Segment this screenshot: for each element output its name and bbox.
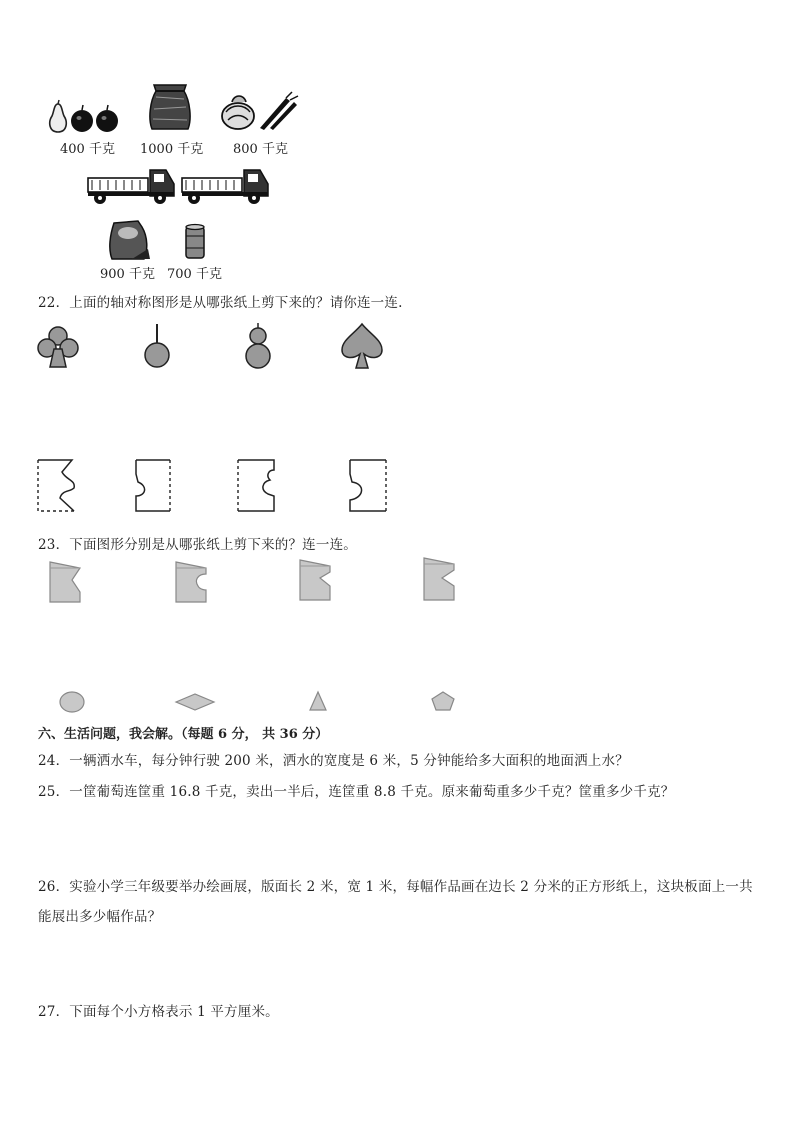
question-26-line-2: 能展出多少幅作品？ [38, 909, 162, 925]
folded-paper-1[interactable] [36, 458, 80, 514]
folded-paper-4[interactable] [344, 458, 388, 514]
gourd-half-shape[interactable] [141, 322, 173, 370]
truck-icon [86, 166, 176, 206]
section-6-title: 六、生活问题，我会解。（每题 6 分， 共 36 分） [38, 727, 329, 742]
vegetable-weight: 800 千克 [233, 142, 288, 157]
fertilizer-bag-icon [108, 219, 150, 261]
folded-paper-2[interactable] [132, 458, 176, 514]
question-26-line-1: 26．实验小学三年级要举办绘画展，版面长 2 米，宽 1 米，每幅作品画在边长 2 分米的正方形纸上，这块板面上一共 [38, 879, 753, 895]
vegetables-icon [220, 92, 302, 132]
diamond-shape[interactable] [174, 692, 216, 712]
cut-paper-4[interactable] [422, 556, 458, 602]
fertilizer-weight: 900 千克 [100, 267, 155, 282]
pentagon-shape[interactable] [430, 690, 456, 712]
grain-sack-icon [148, 83, 192, 131]
folded-paper-3[interactable] [236, 458, 280, 514]
fruit-icon [46, 100, 121, 136]
question-27: 27．下面每个小方格表示 1 平方厘米。 [38, 1004, 279, 1020]
grain-weight: 1000 千克 [140, 142, 204, 157]
cut-paper-3[interactable] [298, 558, 334, 602]
truck-icon [180, 166, 270, 206]
question-25: 25．一筐葡萄连筐重 16.8 千克，卖出一半后，连筐重 8.8 千克。原来葡萄重多少千克？筐重多少千克？ [38, 784, 675, 800]
oil-barrel-icon [184, 224, 206, 260]
gourd-shape[interactable] [242, 322, 274, 370]
triangle-shape[interactable] [308, 690, 328, 712]
question-22: 22．上面的轴对称图形是从哪张纸上剪下来的？请你连一连. [38, 295, 403, 311]
fruit-weight: 400 千克 [60, 142, 115, 157]
club-shape[interactable] [36, 325, 80, 369]
spade-shape[interactable] [340, 322, 384, 370]
cut-paper-1[interactable] [48, 560, 84, 604]
question-24: 24．一辆洒水车，每分钟行驶 200 米，洒水的宽度是 6 米，5 分钟能给多大面积的地面洒上水？ [38, 753, 629, 769]
oil-weight: 700 千克 [167, 267, 222, 282]
cut-paper-2[interactable] [174, 560, 210, 604]
question-23: 23．下面图形分别是从哪张纸上剪下来的？连一连。 [38, 537, 357, 553]
circle-shape[interactable] [58, 690, 86, 714]
